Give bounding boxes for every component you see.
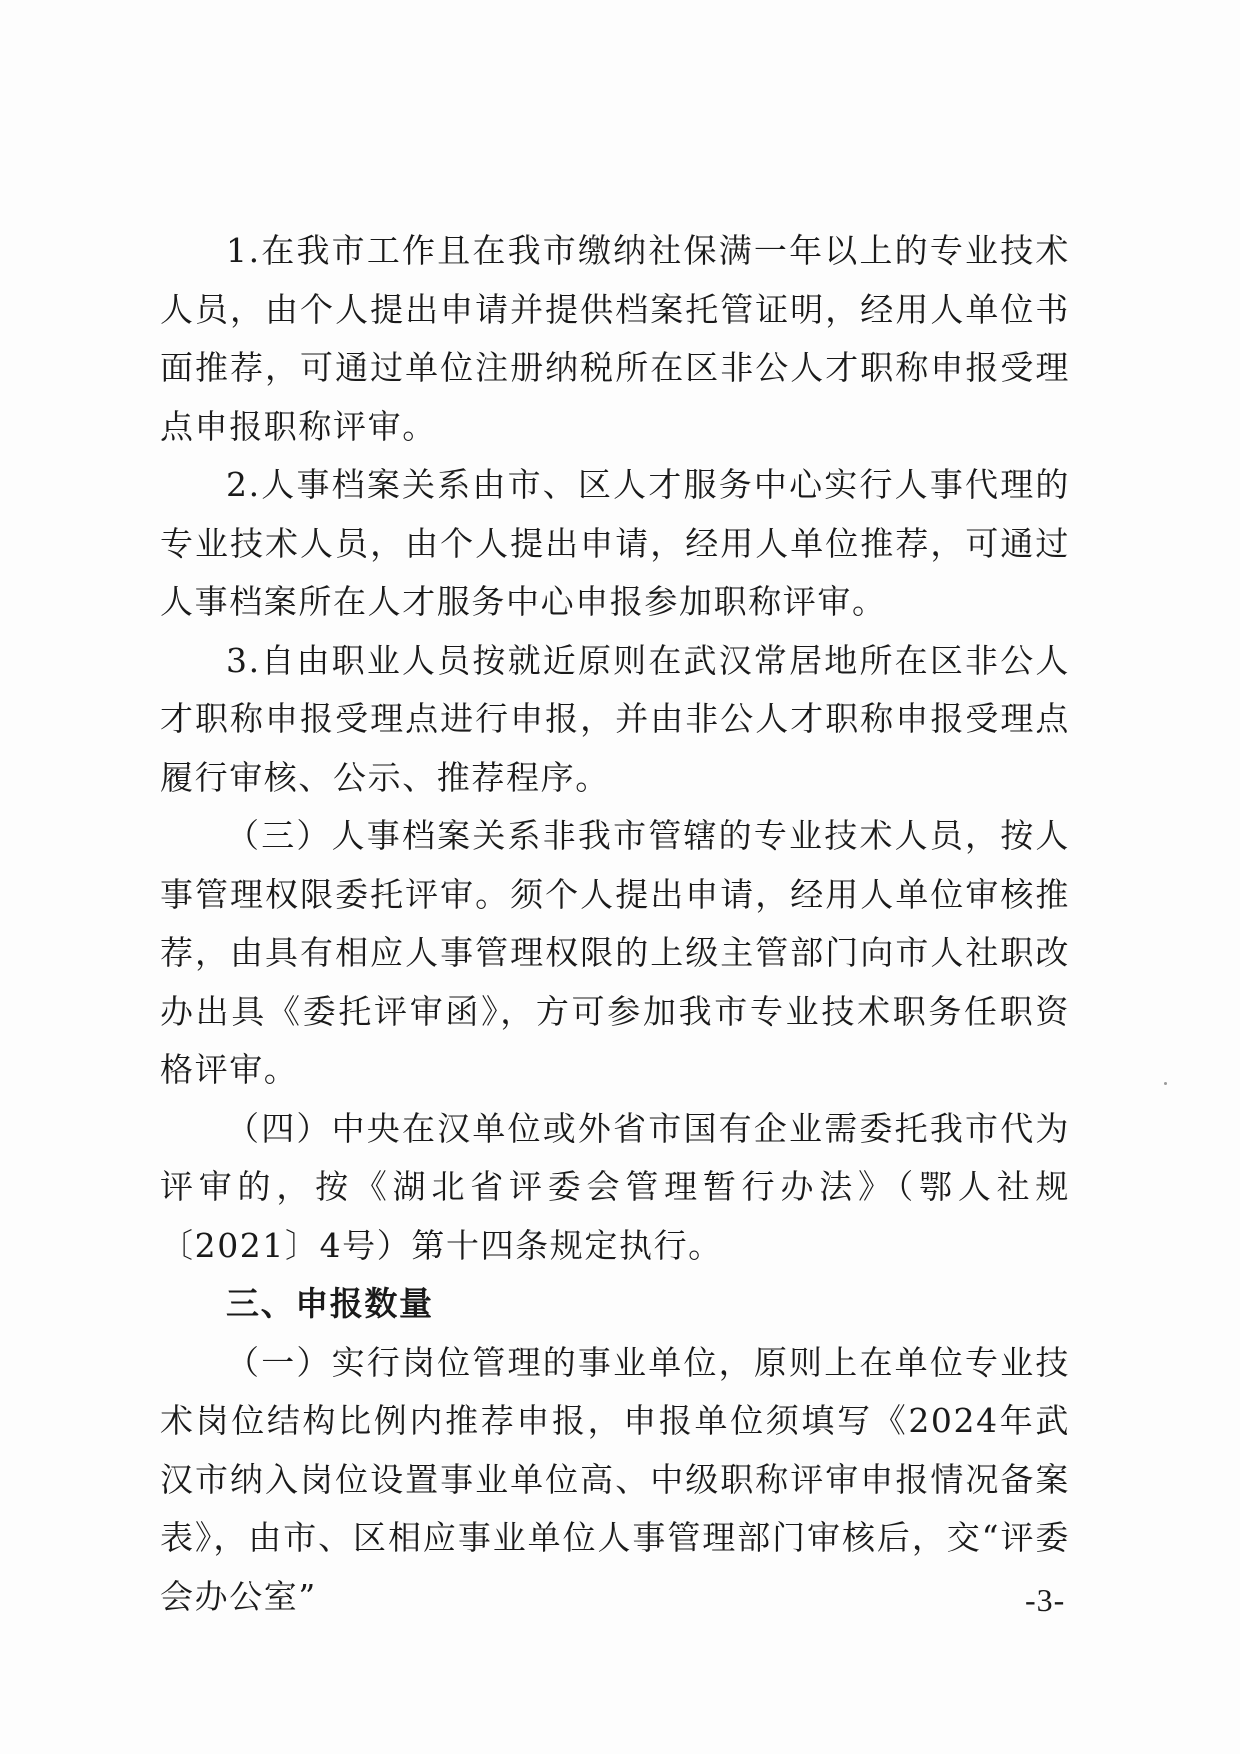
paragraph-3: 3.自由职业人员按就近原则在武汉常居地所在区非公人才职称申报受理点进行申报，并由非公人才职称申报受理点履行审核、公示、推荐程序。: [160, 640, 1070, 797]
scan-speck: [1164, 1082, 1167, 1085]
paragraph-5: （四）中央在汉单位或外省市国有企业需委托我市代为评审的，按《湖北省评委会管理暂行办法》（鄂人社规〔2021〕4号）第十四条规定执行。: [160, 1108, 1070, 1265]
section-heading: 三、申报数量: [226, 1284, 434, 1323]
paragraph-2: 2.人事档案关系由市、区人才服务中心实行人事代理的专业技术人员，由个人提出申请，经用人单位推荐，可通过人事档案所在人才服务中心申报参加职称评审。: [160, 465, 1070, 621]
document-body: [160, 222, 1070, 1626]
paragraph-4: （三）人事档案关系非我市管辖的专业技术人员，按人事管理权限委托评审。须个人提出申请，经用人单位审核推荐，由具有相应人事管理权限的上级主管部门向市人社职改办出具《委托评审函》，方可参加我市专业技术职务任职资格评审。: [160, 816, 1070, 1089]
paragraph-1: 1.在我市工作且在我市缴纳社保满一年以上的专业技术人员，由个人提出申请并提供档案托管证明，经用人单位书面推荐，可通过单位注册纳税所在区非公人才职称申报受理点申报职称评审。: [160, 231, 1070, 446]
page-number: -3-: [1025, 1582, 1066, 1618]
paragraph-6: （一）实行岗位管理的事业单位，原则上在单位专业技术岗位结构比例内推荐申报，申报单位须填写《2024年武汉市纳入岗位设置事业单位高、中级职称评审申报情况备案表》，由市、区相应事业单位人事管理部门审核后，交“评委会办公室”: [160, 1342, 1070, 1616]
